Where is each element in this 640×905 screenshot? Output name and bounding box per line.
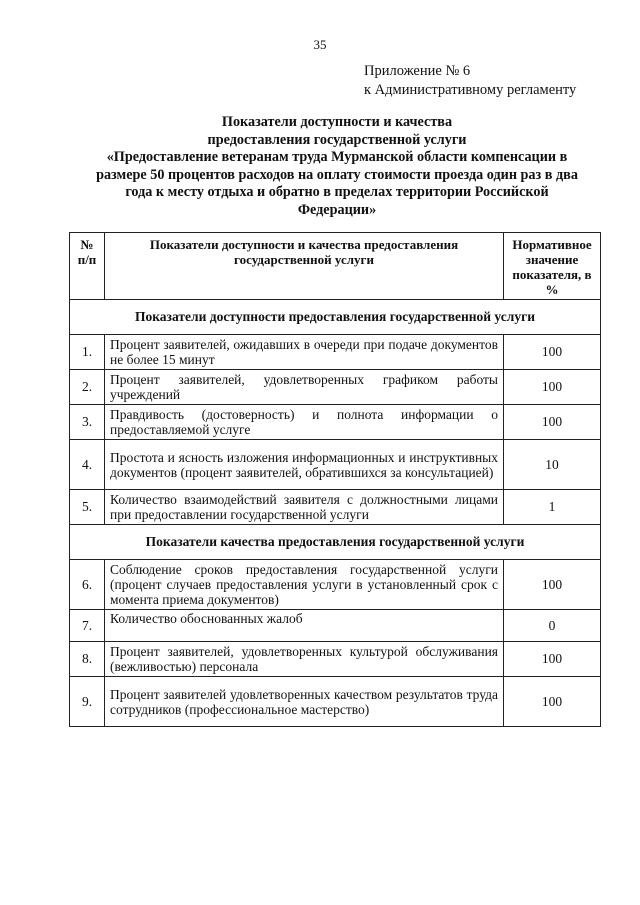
section-heading: Показатели качества предоставления государственной услуги bbox=[70, 525, 601, 560]
title-line: размере 50 процентов расходов на оплату стоимости проезда один раз в два bbox=[96, 166, 578, 183]
table-row bbox=[70, 405, 601, 440]
table-header-row bbox=[70, 233, 601, 300]
title-line: года к месту отдыха и обратно в пределах территории Российской bbox=[125, 184, 549, 200]
row-number: 6. bbox=[70, 560, 105, 610]
row-value: 100 bbox=[504, 370, 601, 405]
header-value: Нормативное значение показателя, в % bbox=[504, 233, 601, 300]
table-row bbox=[70, 490, 601, 525]
indicators-table bbox=[69, 232, 601, 727]
page-number: 35 bbox=[313, 37, 327, 52]
table-row bbox=[70, 677, 601, 727]
appendix-number: Приложение № 6 bbox=[364, 63, 471, 79]
row-indicator: Простота и ясность изложения информационных и инструктивных документов (процент заявителей, обратившихся за консультацией) bbox=[105, 440, 504, 490]
title-line: «Предоставление ветеранам труда Мурманской области компенсации в bbox=[106, 149, 568, 165]
title-line: Федерации» bbox=[297, 201, 377, 218]
header-number: № п/п bbox=[70, 233, 105, 300]
row-value: 100 bbox=[504, 642, 601, 677]
table-row bbox=[70, 335, 601, 370]
row-value: 100 bbox=[504, 335, 601, 370]
row-number: 8. bbox=[70, 642, 105, 677]
row-value: 10 bbox=[504, 440, 601, 490]
row-number: 7. bbox=[70, 610, 105, 642]
row-number: 4. bbox=[70, 440, 105, 490]
table-row bbox=[70, 610, 601, 642]
appendix-reference: к Административному регламенту bbox=[364, 82, 577, 98]
table-row bbox=[70, 642, 601, 677]
appendix-label bbox=[364, 62, 576, 100]
row-number: 1. bbox=[70, 335, 105, 370]
title-line: предоставления государственной услуги bbox=[207, 131, 467, 148]
table-row bbox=[70, 560, 601, 610]
table-row bbox=[70, 440, 601, 490]
row-indicator: Процент заявителей, удовлетворенных графиком работы учреждений bbox=[105, 370, 504, 405]
row-indicator: Процент заявителей удовлетворенных качеством результатов труда сотрудников (профессиональное мастерство) bbox=[105, 677, 504, 727]
section-row-quality bbox=[70, 525, 601, 560]
row-indicator: Правдивость (достоверность) и полнота информации о предоставляемой услуге bbox=[105, 405, 504, 440]
row-value: 0 bbox=[504, 610, 601, 642]
document-title bbox=[78, 114, 596, 219]
row-number: 9. bbox=[70, 677, 105, 727]
row-value: 100 bbox=[504, 560, 601, 610]
row-value: 1 bbox=[504, 490, 601, 525]
section-row-availability bbox=[70, 300, 601, 335]
row-indicator: Процент заявителей, ожидавших в очереди при подаче документов не более 15 минут bbox=[105, 335, 504, 370]
table-row bbox=[70, 370, 601, 405]
row-indicator: Процент заявителей, удовлетворенных культурой обслуживания (вежливостью) персонала bbox=[105, 642, 504, 677]
section-heading: Показатели доступности предоставления государственной услуги bbox=[70, 300, 601, 335]
header-indicator: Показатели доступности и качества предоставления государственной услуги bbox=[105, 233, 504, 300]
title-line: Показатели доступности и качества bbox=[221, 114, 453, 130]
row-number: 2. bbox=[70, 370, 105, 405]
row-number: 3. bbox=[70, 405, 105, 440]
row-value: 100 bbox=[504, 405, 601, 440]
row-indicator: Количество обоснованных жалоб bbox=[105, 610, 504, 642]
row-indicator: Соблюдение сроков предоставления государственной услуги (процент случаев предоставления услуги в установленный срок с момента приема документов) bbox=[105, 560, 504, 610]
row-indicator: Количество взаимодействий заявителя с должностными лицами при предоставлении государственной услуги bbox=[105, 490, 504, 525]
row-number: 5. bbox=[70, 490, 105, 525]
row-value: 100 bbox=[504, 677, 601, 727]
